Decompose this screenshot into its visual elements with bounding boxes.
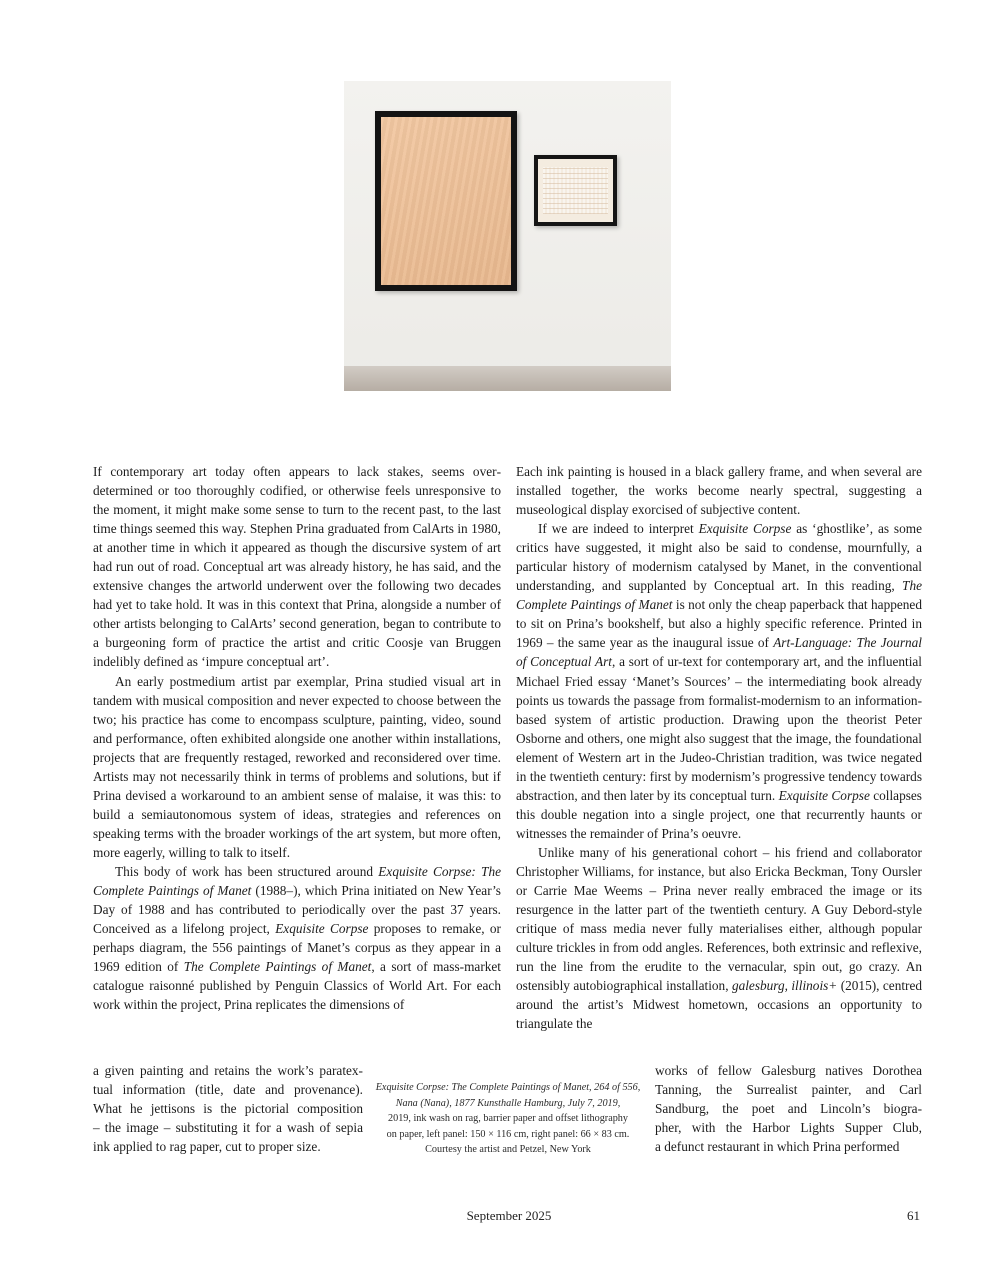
book-title: The Complete Paintings of Manet bbox=[183, 959, 372, 975]
caption-line: Nana (Nana), 1877 Kunsthalle Hamburg, July 7, 2019, bbox=[395, 1097, 621, 1109]
right-paragraph-3: Unlike many of his generational cohort – his friend and collaborator Christopher Williams, for instance, but also Ericka Beckman, Tony Oursler or Carrie Mae Weems – Prina never really embraced the image or its resurgence in the latter part of the twentieth century. A Guy Debord-style critique of mass media never fully materialises either, although popular culture trickles in from odd angles. References, both extrinsic and reflexive, run the line from the erudite to the vernacular, spin out, go crazy. An ostensibly autobiographical installation, galesburg, illinois+ (2015), centred around the artist’s Midwest hometown, occasions an opportunity to triangulate the bbox=[516, 844, 923, 1032]
text-line: a defunct restaurant in which Prina performed bbox=[655, 1139, 900, 1155]
journal-title: Art-Language: The Journal of Conceptual Art bbox=[516, 635, 922, 670]
right-column bbox=[516, 462, 922, 1033]
right-paragraph-1: Each ink painting is housed in a black gallery frame, and when several are installed together, the works become nearly spectral, suggesting a museological display exorcised of subjective content. bbox=[516, 464, 922, 518]
issue-date: September 2025 bbox=[466, 1208, 552, 1223]
text-line: Sandburg, the poet and Lincoln’s biogra- bbox=[655, 1101, 922, 1117]
caption-line: on paper, left panel: 150 × 116 cm, right panel: 66 × 83 cm. bbox=[386, 1128, 630, 1140]
figure-caption bbox=[374, 1080, 642, 1158]
lithograph-panel bbox=[538, 159, 613, 222]
right-column-continuation bbox=[655, 1061, 922, 1156]
text-line: Tanning, the Surrealist painter, and Carl bbox=[655, 1082, 922, 1098]
caption-line: 2019, ink wash on rag, barrier paper and offset lithography bbox=[388, 1113, 628, 1125]
left-column bbox=[93, 462, 501, 1014]
gallery-floor bbox=[344, 366, 671, 391]
lithograph-print-texture bbox=[543, 167, 608, 214]
left-paragraph-2: An early postmedium artist par exemplar, Prina studied visual art in tandem with musical composition and never expected to choose between the two; his practice has come to encompass sculpture, painting, video, sound and performance, often exhibited alongside one another within installations, projects that are frequently restaged, reworked and reconsidered over time. Artists may not necessarily think in terms of problems and solutions, but if Prina devised a workaround to an ambient sense of malaise, it was this: to build a semiautonomous system of ideas, strategies and references on speaking terms with the broader workings of the art system, but more often, more eagerly, willing to talk to itself. bbox=[93, 673, 501, 860]
text-line: ink applied to rag paper, cut to proper size. bbox=[93, 1139, 321, 1155]
text-line: tual information (title, date and provenance). bbox=[93, 1082, 363, 1098]
sepia-ink-wash-panel bbox=[381, 117, 511, 285]
small-black-frame bbox=[534, 155, 617, 226]
artwork-title: Exquisite Corpse: The Complete Paintings of Manet bbox=[93, 863, 502, 899]
right-paragraph-2: If we are indeed to interpret Exquisite Corpse as ‘ghostlike’, as some critics have suggested, it might also be said to condense, mournfully, a particular history of modernism catalysed by Manet, in the conventional understanding, and supplanted by Conceptual art. In this reading, The Complete Paintings of Manet is not only the cheap paperback that happened to sit on Prina’s bookshelf, but also a highly specific reference. Printed in 1969 – the same year as the inaugural issue of Art-Language: The Journal of Conceptual Art, a sort of ur-text for contemporary art, and the influential Michael Fried essay ‘Manet’s Sources’ – the intermediating book already points us towards the passage from formalist-modernism to an information-based system of artistic production. Drawing upon the theorist Peter Osborne and others, one might also suggest that the image, the foundational element of Western art in the Judeo-Christian tradition, was twice negated in the twentieth century: first by modernism’s progressive tendency towards abstraction, and then later by its conceptual turn. Exquisite Corpse collapses this double negation into a single project, one that recurrently haunts or witnesses the remainder of Prina’s oeuvre. bbox=[516, 521, 923, 841]
artwork-title: Exquisite Corpse bbox=[275, 921, 369, 937]
installation-photo bbox=[344, 81, 671, 391]
left-column-continuation bbox=[93, 1061, 363, 1156]
large-black-frame bbox=[375, 111, 517, 291]
text-line: – the image – substituting it for a wash of sepia bbox=[93, 1120, 363, 1136]
artwork-title: Exquisite Corpse bbox=[698, 521, 792, 537]
left-paragraph-1: If contemporary art today often appears to lack stakes, seems overdetermined or too thoroughly codified, or otherwise feels unresponsive to the moment, it might make some sense to turn to the recent past, to the last time things seemed this way. Stephen Prina graduated from CalArts in 1980, at another time in which it appeared as though the discursive system of art had run out of road. Conceptual art was already history, he has said, and the extensive changes the artworld underwent over the following two decades had yet to take hold. It was in this context that Prina, alongside a number of other artists belonging to CalArts’ second generation, began to contribute to a burgeoning form of practice the artist and critic Coosje van Bruggen indelibly defined as ‘impure conceptual art’. bbox=[93, 464, 501, 670]
text-line: pher, with the Harbor Lights Supper Club, bbox=[655, 1120, 922, 1136]
page-number: 61 bbox=[907, 1208, 920, 1223]
text-line: works of fellow Galesburg natives Dorothea bbox=[655, 1063, 922, 1078]
artwork-title: galesburg, illinois+ bbox=[731, 978, 838, 994]
left-paragraph-3: This body of work has been structured around Exquisite Corpse: The Complete Paintings of Manet (1988–), which Prina initiated on New Year’s Day of 1988 and has contributed to periodically over the past 37 years. Conceived as a lifelong project, Exquisite Corpse proposes to remake, or perhaps diagram, the 556 paintings of Manet’s corpus as they appear in a 1969 edition of The Complete Paintings of Manet, a sort of mass-market catalogue raisonné published by Penguin Classics of World Art. For each work within the project, Prina replicates the dimensions of bbox=[93, 863, 502, 1013]
book-title: The Complete Paintings of Manet bbox=[516, 578, 922, 613]
caption-line: Courtesy the artist and Petzel, New York bbox=[425, 1144, 591, 1156]
text-line: a given painting and retains the work’s paratex- bbox=[93, 1063, 363, 1078]
artwork-title: Exquisite Corpse bbox=[778, 787, 870, 803]
text-line: What he jettisons is the pictorial composition bbox=[93, 1101, 363, 1117]
caption-line: Exquisite Corpse: The Complete Paintings of Manet, 264 of 556, bbox=[375, 1082, 641, 1093]
